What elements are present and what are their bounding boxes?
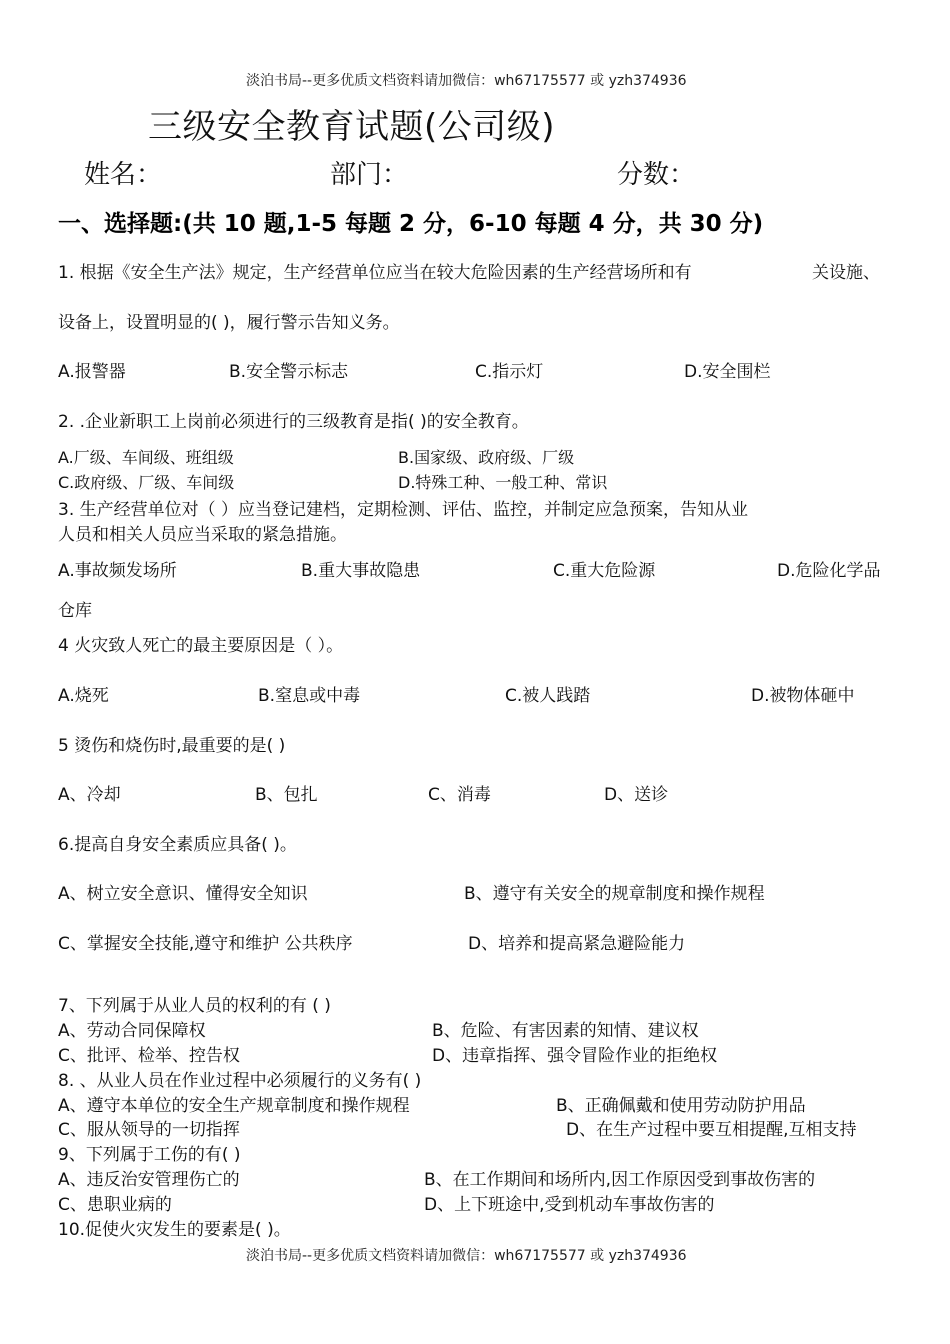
q6-option-a: A、树立安全意识、懂得安全知识: [58, 884, 308, 904]
q3-stem-line1: 3. 生产经营单位对（ ）应当登记建档，定期检测、评估、监控，并制定应急预案，告知从业: [58, 500, 749, 520]
q9-option-c: C、患职业病的: [58, 1195, 172, 1215]
q3-option-b: B.重大事故隐患: [301, 561, 421, 581]
name-label: 姓名：: [84, 160, 163, 190]
q3-stem-line2: 人员和相关人员应当采取的紧急措施。: [58, 525, 347, 545]
q8-stem: 8. 、从业人员在作业过程中必须履行的义务有( ): [58, 1071, 422, 1091]
q1-stem-line2: 设备上，设置明显的( )，履行警示告知义务。: [58, 313, 400, 333]
q7-stem: 7、下列属于从业人员的权利的有 ( ): [58, 996, 331, 1016]
q9-option-d: D、上下班途中,受到机动车事故伤害的: [424, 1195, 715, 1215]
page-header: 淡泊书局--更多优质文档资料请加微信：wh67175577 或 yzh374936: [246, 73, 687, 89]
q6-option-c: C、掌握安全技能,遵守和维护 公共秩序: [58, 934, 353, 954]
q5-option-b: B、包扎: [255, 785, 318, 805]
q4-option-d: D.被物体砸中: [751, 686, 855, 706]
q4-option-b: B.窒息或中毒: [258, 686, 361, 706]
q8-option-d: D、在生产过程中要互相提醒,互相支持: [566, 1120, 857, 1140]
q2-stem: 2. .企业新职工上岗前必须进行的三级教育是指( )的安全教育。: [58, 412, 529, 432]
q9-stem: 9、下列属于工伤的有( ): [58, 1145, 241, 1165]
q4-option-c: C.被人践踏: [505, 686, 591, 706]
q6-option-b: B、遵守有关安全的规章制度和操作规程: [464, 884, 765, 904]
q5-stem: 5 烫伤和烧伤时,最重要的是( ): [58, 736, 286, 756]
q2-option-a: A.厂级、车间级、班组级: [58, 448, 234, 467]
q7-option-a: A、劳动合同保障权: [58, 1021, 206, 1041]
q3-option-a: A.事故频发场所: [58, 561, 177, 581]
q4-option-a: A.烧死: [58, 686, 109, 706]
q10-stem: 10.促使火灾发生的要素是( )。: [58, 1220, 291, 1240]
section-heading: 一、选择题:(共 10 题,1-5 每题 2 分，6-10 每题 4 分，共 30 分): [58, 211, 764, 237]
q1-option-c: C.指示灯: [475, 362, 544, 382]
q7-option-b: B、危险、有害因素的知情、建议权: [432, 1021, 699, 1041]
score-label: 分数：: [617, 160, 696, 190]
q7-option-c: C、批评、检举、控告权: [58, 1046, 240, 1066]
dept-label: 部门：: [330, 160, 409, 190]
q3-option-d-continued: 仓库: [58, 601, 92, 621]
q2-option-b: B.国家级、政府级、厂级: [398, 448, 575, 467]
q4-stem: 4 火灾致人死亡的最主要原因是（ ）。: [58, 636, 344, 656]
q9-option-b: B、在工作期间和场所内,因工作原因受到事故伤害的: [424, 1170, 816, 1190]
q3-option-c: C.重大危险源: [553, 561, 656, 581]
q1-option-b: B.安全警示标志: [229, 362, 349, 382]
q9-option-a: A、违反治安管理伤亡的: [58, 1170, 240, 1190]
q5-option-a: A、冷却: [58, 785, 121, 805]
q6-stem: 6.提高自身安全素质应具备( )。: [58, 835, 297, 855]
q8-option-c: C、服从领导的一切指挥: [58, 1120, 240, 1140]
q2-option-d: D.特殊工种、一般工种、常识: [398, 473, 608, 492]
page-footer: 淡泊书局--更多优质文档资料请加微信：wh67175577 或 yzh374936: [246, 1248, 687, 1264]
q1-stem-line1: 1. 根据《安全生产法》规定，生产经营单位应当在较大危险因素的生产经营场所和有: [58, 263, 692, 283]
q5-option-c: C、消毒: [428, 785, 491, 805]
q1-option-a: A.报警器: [58, 362, 126, 382]
q6-option-d: D、培养和提高紧急避险能力: [468, 934, 686, 954]
q1-option-d: D.安全围栏: [684, 362, 771, 382]
q2-option-c: C.政府级、厂级、车间级: [58, 473, 235, 492]
q8-option-b: B、正确佩戴和使用劳动防护用品: [556, 1096, 806, 1116]
q1-stem-line1-end: 关设施、: [812, 263, 880, 283]
q8-option-a: A、遵守本单位的安全生产规章制度和操作规程: [58, 1096, 410, 1116]
page-title: 三级安全教育试题(公司级): [148, 107, 556, 147]
q7-option-d: D、违章指挥、强令冒险作业的拒绝权: [432, 1046, 718, 1066]
q3-option-d: D.危险化学品: [777, 561, 881, 581]
q5-option-d: D、送诊: [604, 785, 669, 805]
